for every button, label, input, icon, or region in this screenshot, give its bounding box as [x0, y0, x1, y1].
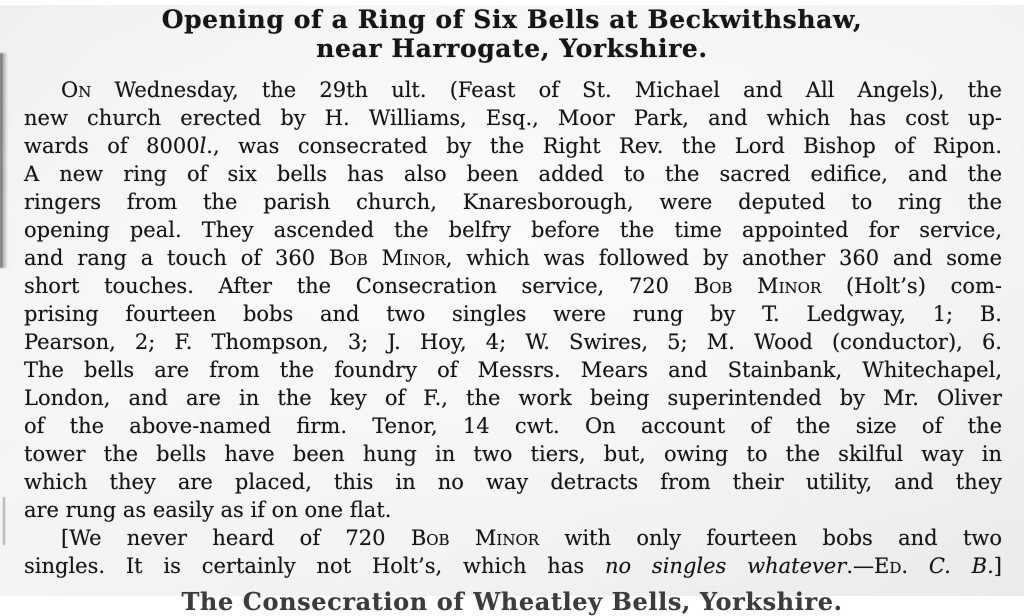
text-line [24, 104, 1002, 132]
text-segment: ., was consecrated by the Right Rev. the Lord Bishop of Ripon. [206, 134, 1002, 158]
text-segment: ] [993, 554, 1002, 578]
text-segment: (Holt’s) com- [821, 274, 1002, 298]
text-segment: Bob Minor [328, 246, 446, 270]
text-segment: of the above-named firm. Tenor, 14 cwt. On account of the size of the [24, 414, 1002, 438]
text-segment: with only fourteen bobs and two [539, 526, 1003, 550]
text-line [24, 384, 1002, 412]
text-segment: short touches. After the Consecration service, 720 [24, 274, 694, 298]
text-segment: Pearson, 2; F. Thompson, 3; J. Hoy, 4; W. Swires, 5; M. Wood (conductor), 6. [24, 330, 1002, 354]
text-segment: prising fourteen bobs and two singles were rung by T. Ledgway, 1; B. [24, 302, 1002, 326]
text-segment: l [199, 134, 207, 158]
text-segment: ringers from the parish church, Knaresborough, were deputed to ring the [24, 190, 1002, 214]
text-segment: n [78, 78, 92, 102]
text-segment: Wednesday, the 29th ult. (Feast of St. Michael and All Angels), the [91, 78, 1002, 102]
text-segment: and rang a touch of 360 [24, 246, 329, 270]
text-line [24, 412, 1002, 440]
paragraph [24, 76, 1002, 524]
text-segment: A new ring of six bells has also been added to the sacred edifice, and the [24, 162, 1002, 186]
text-line [24, 188, 1002, 216]
text-segment: which they are placed, this in no way detracts from their utility, and they [24, 470, 1002, 494]
text-line [24, 244, 1002, 272]
text-segment: O [61, 78, 79, 102]
text-line [24, 300, 1002, 328]
scanned-document-page [0, 5, 1024, 616]
text-line [24, 524, 1002, 552]
text-segment: [We never heard of 720 [61, 526, 411, 550]
text-line [24, 328, 1002, 356]
text-line [24, 272, 1002, 300]
paragraph [24, 524, 1002, 580]
text-line [24, 132, 1002, 160]
text-segment: are rung as easily as if on one flat. [24, 498, 392, 522]
text-segment: wards of 8000 [24, 134, 200, 158]
text-segment: no singles whatever [604, 554, 847, 578]
text-segment: tower the bells have been hung in two tiers, but, owing to the skilful way in [24, 442, 1002, 466]
text-segment: .— [846, 554, 875, 578]
text-segment: Bob Minor [693, 274, 822, 298]
text-segment: opening peal. They ascended the belfry before the time appointed for service, [24, 218, 1002, 242]
text-line [24, 356, 1002, 384]
text-line [24, 440, 1002, 468]
text-line [24, 468, 1002, 496]
text-segment: The bells are from the foundry of Messrs. Mears and Stainbank, Whitechapel, [24, 358, 1002, 382]
text-segment [908, 554, 929, 578]
article-title-line-2: near Harrogate, Yorkshire. [316, 34, 708, 63]
text-segment: new church erected by H. Williams, Esq., Moor Park, and which has cost up- [24, 106, 1002, 130]
text-line [24, 216, 1002, 244]
scan-line-artifact [3, 497, 5, 545]
article-title-line-1: Opening of a Ring of Six Bells at Beckwithshaw, [161, 5, 863, 34]
text-segment: C. B. [928, 554, 994, 578]
text-segment: Ed. [874, 554, 909, 578]
text-line [24, 552, 1002, 580]
text-line [24, 76, 1002, 104]
scan-edge-artifact [0, 53, 8, 268]
article-title [0, 5, 1024, 63]
text-segment: Bob Minor [410, 526, 540, 550]
article-body [24, 76, 1002, 580]
text-line [24, 496, 1002, 524]
text-line [24, 160, 1002, 188]
text-segment: singles. It is certainly not Holt’s, which has [24, 554, 605, 578]
text-segment: London, and are in the key of F., the work being superintended by Mr. Oliver [24, 386, 1002, 410]
text-segment: , which was followed by another 360 and some [445, 246, 1003, 270]
next-article-heading-clipped: The Consecration of Wheatley Bells, Yorkshire. [181, 587, 843, 616]
